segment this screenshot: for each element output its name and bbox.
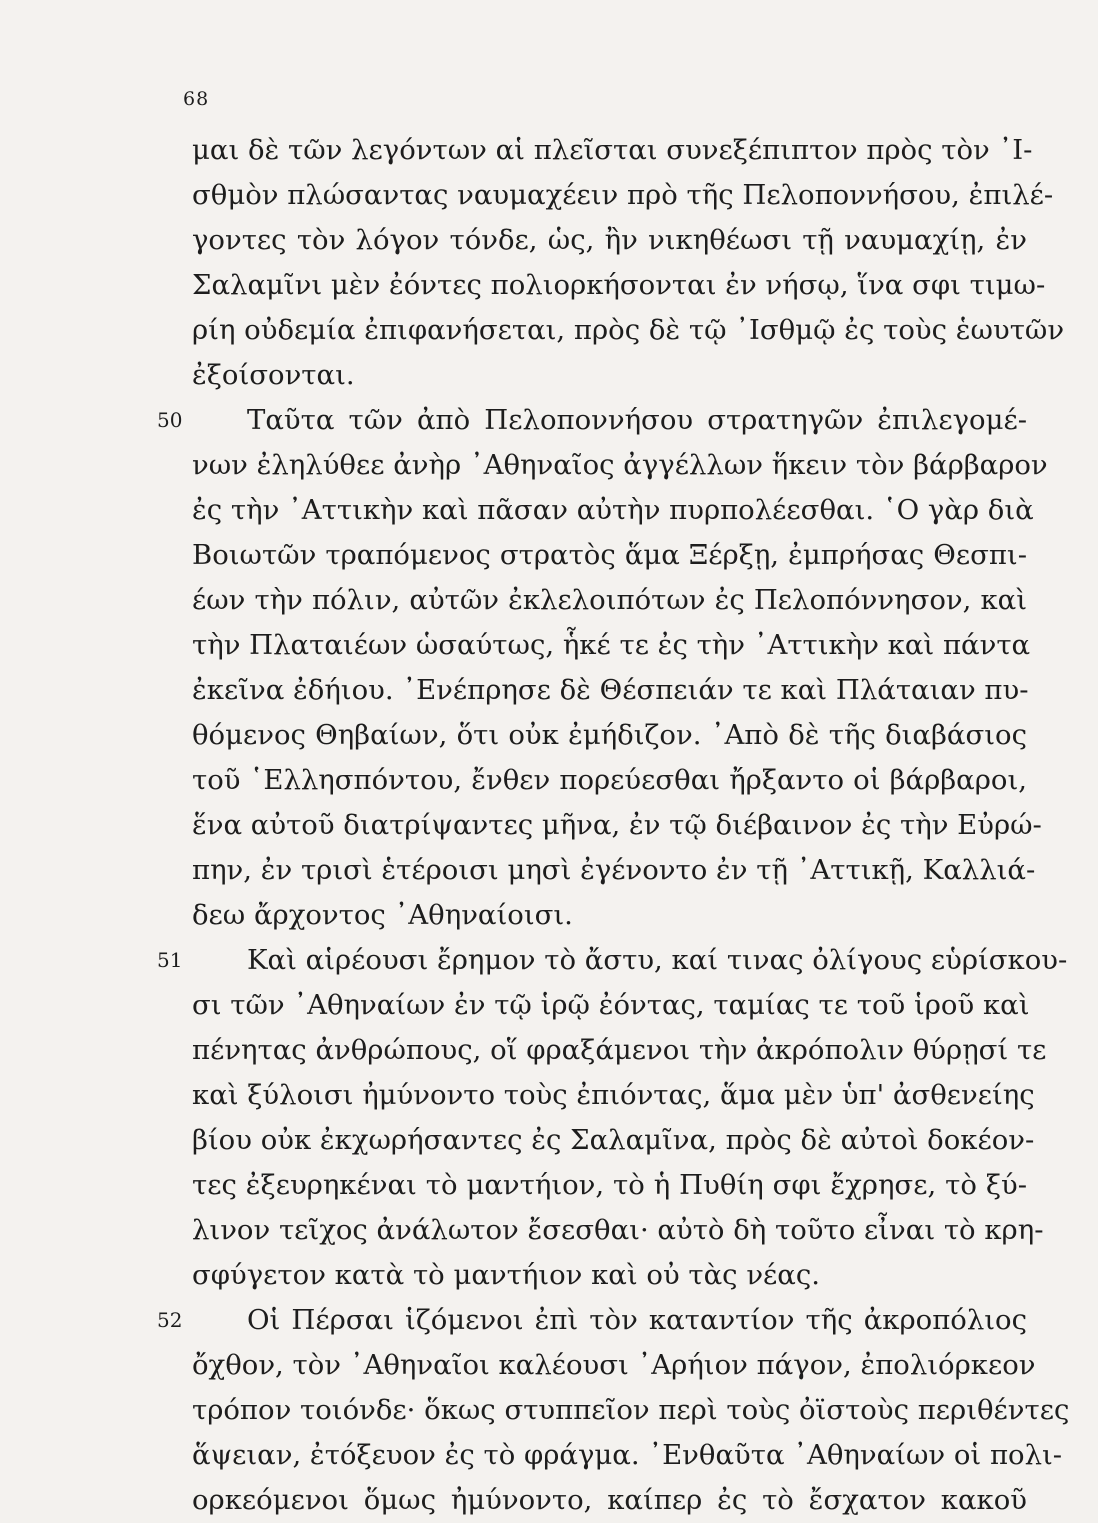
text-line: τοῦ ῾Ελλησπόντου, ἔνθεν πορεύεσθαι ἤρξαντο οἱ βάρβαροι, [192, 764, 1027, 796]
text-line: ἐξοίσονται. [192, 359, 355, 391]
text-line: μαι δὲ τῶν λεγόντων αἱ πλεῖσται συνεξέπιπτον πρὸς τὸν ᾿Ι- [192, 134, 1033, 166]
text-line: νων ἐληλύθεε ἀνὴρ ᾿Αθηναῖος ἀγγέλλων ἥκειν τὸν βάρβαρον [192, 449, 1048, 481]
chapter-number: 51 [157, 948, 183, 972]
text-line: καὶ ξύλοισι ἠμύνοντο τοὺς ἐπιόντας, ἅμα μὲν ὑπ' ἀσθενείης [192, 1079, 1035, 1111]
text-line: ἅψειαν, ἐτόξευον ἐς τὸ φράγμα. ᾿Ενθαῦτα ᾿Αθηναίων οἱ πολι- [192, 1439, 1063, 1471]
text-line: Ταῦτα τῶν ἀπὸ Πελοποννήσου στρατηγῶν ἐπιλεγομέ- [247, 404, 1027, 436]
text-line: Σαλαμῖνι μὲν ἐόντες πολιορκήσονται ἐν νήσῳ, ἵνα σφι τιμω- [192, 269, 1046, 301]
greek-text-block [157, 128, 1070, 1523]
text-line: τες ἐξευρηκέναι τὸ μαντήιον, τὸ ἡ Πυθίη σφι ἔχρησε, τὸ ξύ- [192, 1169, 1027, 1201]
text-line: σθμὸν πλώσαντας ναυμαχέειν πρὸ τῆς Πελοποννήσου, ἐπιλέ- [192, 179, 1054, 211]
text-line: Οἱ Πέρσαι ἱζόμενοι ἐπὶ τὸν καταντίον τῆς ἀκροπόλιος [247, 1304, 1027, 1336]
text-line: θόμενος Θηβαίων, ὅτι οὐκ ἐμήδιζον. ᾿Απὸ δὲ τῆς διαβάσιος [192, 719, 1027, 751]
chapter-number: 50 [157, 408, 183, 432]
paragraph-continuation [192, 128, 1065, 398]
chapter-number: 52 [157, 1308, 183, 1332]
text-line: ἐκεῖνα ἐδήιου. ᾿Ενέπρησε δὲ Θέσπειάν τε καὶ Πλάταιαν πυ- [192, 674, 1029, 706]
text-line: σφύγετον κατὰ τὸ μαντήιον καὶ οὐ τὰς νέας. [192, 1259, 821, 1291]
text-line: ἕνα αὐτοῦ διατρίψαντες μῆνα, ἐν τῷ διέβαινον ἐς τὴν Εὐρώ- [192, 809, 1042, 841]
text-line: λινον τεῖχος ἀνάλωτον ἔσεσθαι· αὐτὸ δὴ τοῦτο εἶναι τὸ κρη- [192, 1214, 1044, 1246]
page-number: 68 [183, 88, 210, 110]
text-line: Βοιωτῶν τραπόμενος στρατὸς ἅμα Ξέρξῃ, ἐμπρήσας Θεσπι- [192, 539, 1027, 571]
text-line: πην, ἐν τρισὶ ἑτέροισι μησὶ ἐγένοντο ἐν τῇ ᾿Αττικῇ, Καλλιά- [192, 854, 1036, 886]
paragraph-chapter-52 [157, 1298, 1070, 1523]
text-line: Καὶ αἱρέουσι ἔρημον τὸ ἄστυ, καί τινας ὀλίγους εὑρίσκου- [247, 944, 1068, 976]
text-line: γοντες τὸν λόγον τόνδε, ὡς, ἢν νικηθέωσι τῇ ναυμαχίῃ, ἐν [192, 224, 1027, 256]
text-line: ἐς τὴν ᾿Αττικὴν καὶ πᾶσαν αὐτὴν πυρπολέεσθαι. ῾Ο γὰρ διὰ [192, 494, 1034, 526]
text-line: πένητας ἀνθρώπους, οἵ φραξάμενοι τὴν ἀκρόπολιν θύρῃσί τε [192, 1034, 1047, 1066]
text-line: ορκεόμενοι ὅμως ἠμύνοντο, καίπερ ἐς τὸ ἔσχατον κακοῦ [192, 1484, 1027, 1516]
text-line: σι τῶν ᾿Αθηναίων ἐν τῷ ἱρῷ ἐόντας, ταμίας τε τοῦ ἱροῦ καὶ [192, 989, 1030, 1021]
text-line: τὴν Πλαταιέων ὡσαύτως, ἧκέ τε ἐς τὴν ᾿Αττικὴν καὶ πάντα [192, 629, 1031, 661]
text-line: βίου οὐκ ἐκχωρήσαντες ἐς Σαλαμῖνα, πρὸς δὲ αὐτοὶ δοκέον- [192, 1124, 1035, 1156]
paragraph-chapter-51 [157, 938, 1068, 1298]
text-line: δεω ἄρχοντος ᾿Αθηναίοισι. [192, 899, 573, 931]
text-line: έων τὴν πόλιν, αὐτῶν ἐκλελοιπότων ἐς Πελοπόννησον, καὶ [192, 584, 1027, 616]
text-line: τρόπον τοιόνδε· ὅκως στυππεῖον περὶ τοὺς ὀϊστοὺς περιθέντες [192, 1394, 1070, 1426]
text-line: ρίη οὐδεμία ἐπιφανήσεται, πρὸς δὲ τῷ ᾿Ισθμῷ ἐς τοὺς ἑωυτῶν [192, 314, 1065, 346]
paragraph-chapter-50 [157, 398, 1048, 938]
text-line: ὄχθον, τὸν ᾿Αθηναῖοι καλέουσι ᾿Αρήιον πάγον, ἐπολιόρκεον [192, 1349, 1036, 1381]
